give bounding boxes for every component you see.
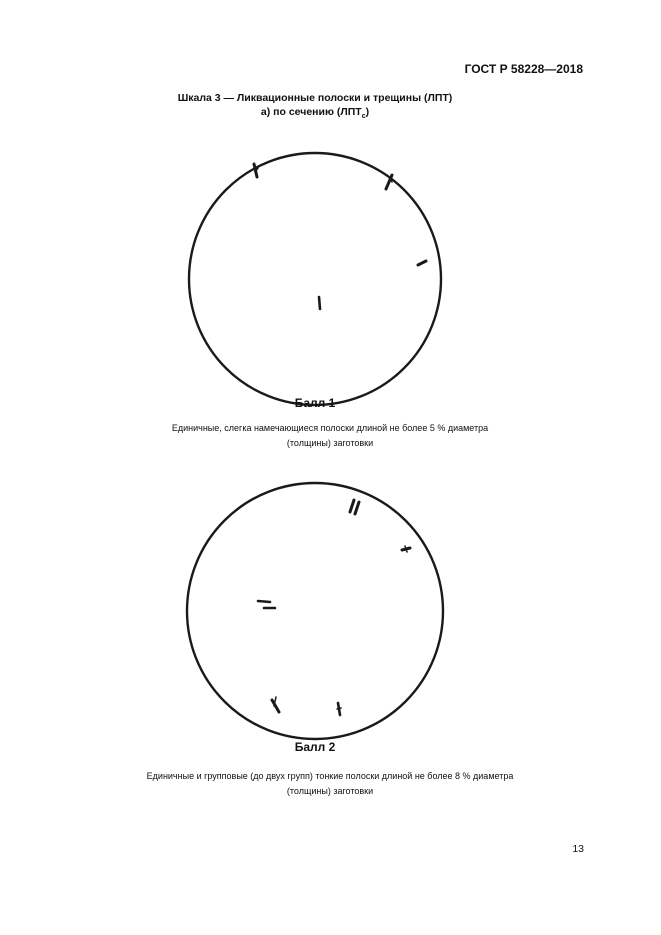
- segregation-streak: [418, 261, 426, 265]
- scale-title-subscript: с: [361, 113, 366, 121]
- cross-section-figure-grade-1: [180, 144, 450, 414]
- scale-title-line2-suffix: ): [365, 106, 370, 118]
- segregation-streak: [337, 708, 341, 709]
- scale-title-line2: [100, 105, 530, 124]
- cross-section-outline: [189, 153, 441, 405]
- scale-title-line2-prefix: а) по сечению (ЛПТ: [260, 106, 362, 118]
- cross-section-figure-grade-2: [180, 476, 450, 746]
- standard-designation: ГОСТ Р 58228—2018: [464, 62, 583, 76]
- grade-description: [80, 421, 580, 451]
- grade-description: [80, 769, 580, 799]
- grade-label: Балл 2: [294, 740, 336, 754]
- cross-section-outline: [187, 483, 443, 739]
- page-number: 13: [572, 843, 584, 855]
- grade-description-line: Единичные и групповые (до двух групп) тонкие полоски длиной не более 8 % диаметра: [146, 771, 514, 781]
- grade-label: Балл 1: [294, 396, 336, 410]
- segregation-streak: [258, 601, 270, 602]
- grade-description-line: Единичные, слегка намечающиеся полоски длиной не более 5 % диаметра: [171, 423, 489, 433]
- grade-description-line: (толщины) заготовки: [286, 438, 374, 448]
- grade-description-line: (толщины) заготовки: [286, 786, 374, 796]
- scale-title: [100, 91, 530, 124]
- segregation-streak: [355, 502, 359, 514]
- segregation-streak: [350, 500, 354, 512]
- segregation-streak: [319, 297, 320, 309]
- scale-title-line1: Шкала 3 — Ликвационные полоски и трещины (ЛПТ): [177, 92, 453, 104]
- segregation-streak-group: [258, 500, 410, 715]
- segregation-streak: [405, 546, 407, 552]
